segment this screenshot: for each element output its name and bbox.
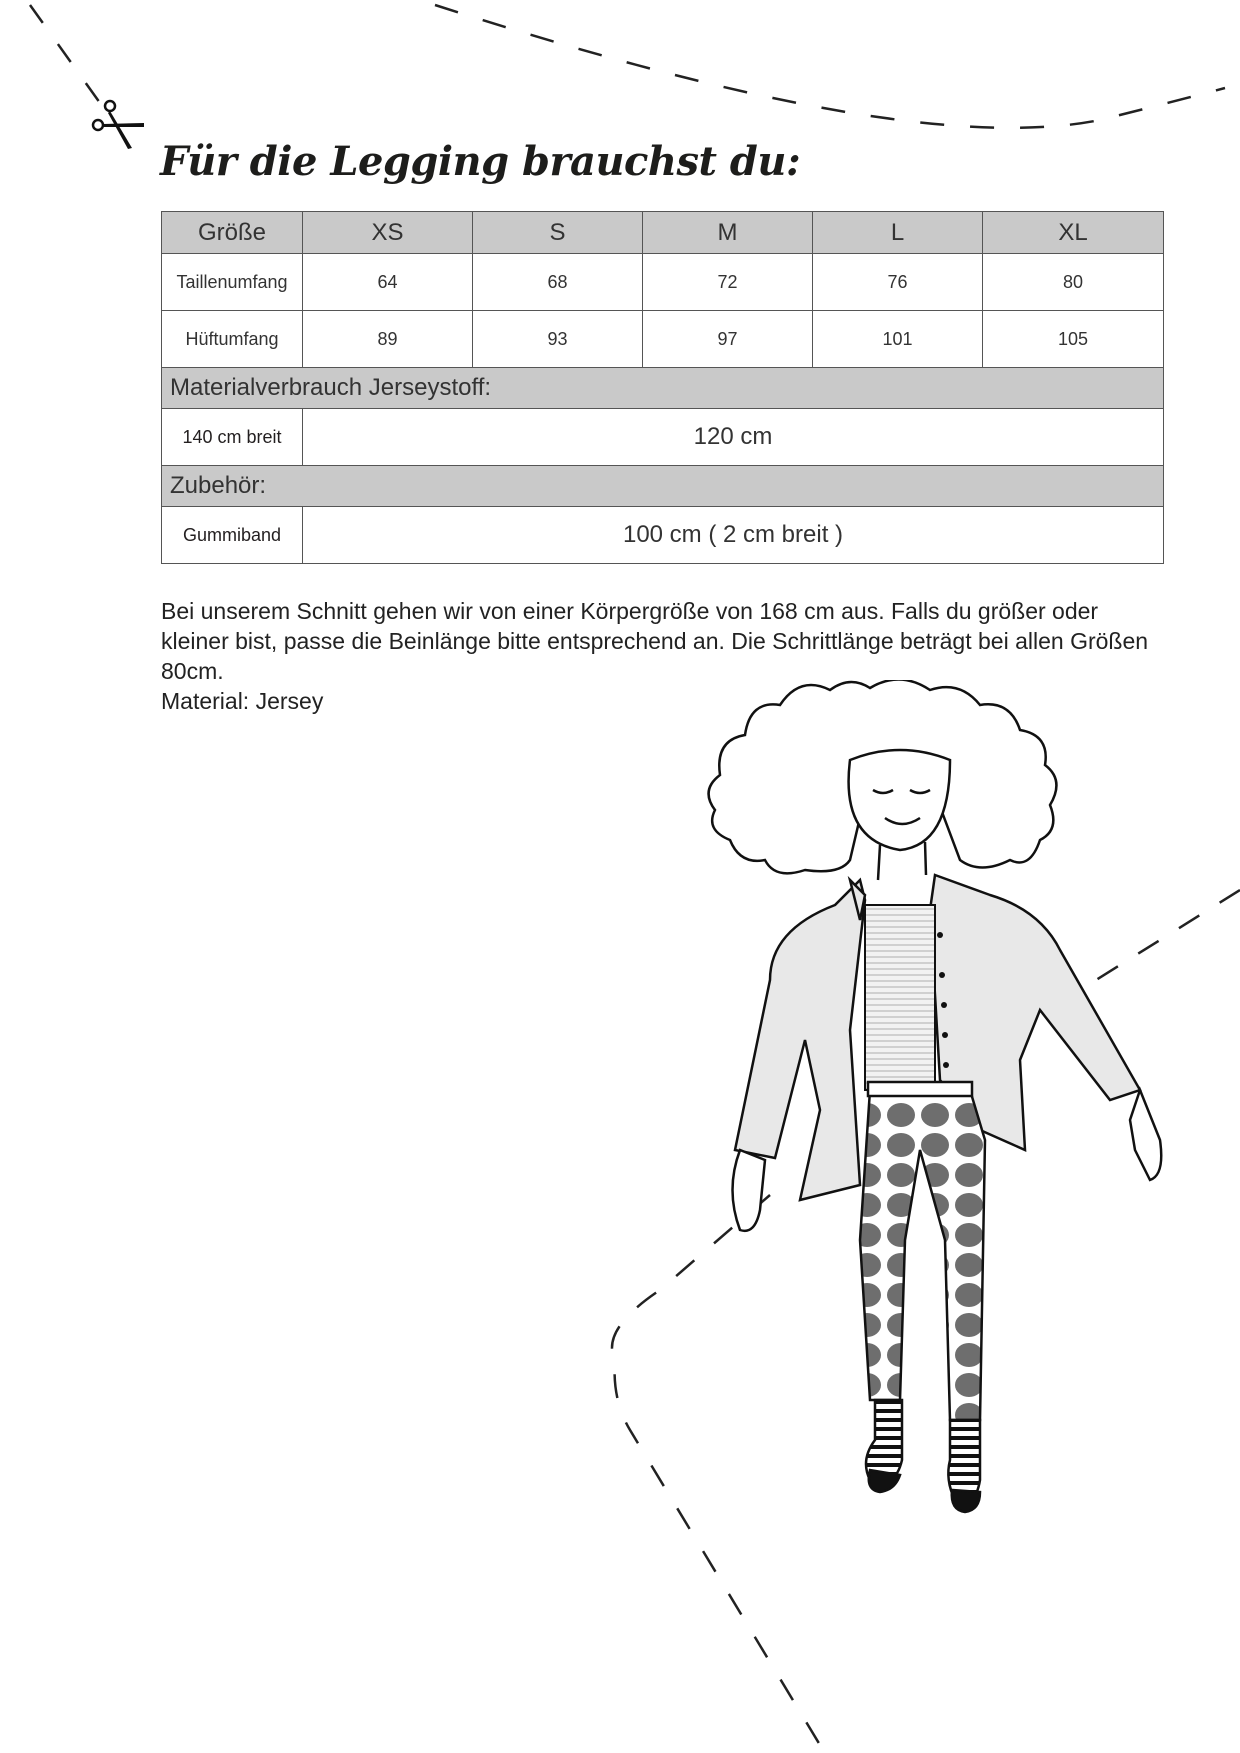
accessories-section-header: [162, 466, 1164, 507]
left-hand: [733, 1150, 766, 1231]
size-header-l: L: [813, 212, 983, 254]
material-heading: Materialverbrauch Jerseystoff:: [162, 368, 1164, 409]
table-cell: 76: [813, 254, 983, 311]
table-cell: 68: [473, 254, 643, 311]
face: [849, 750, 950, 850]
table-cell: 97: [643, 311, 813, 368]
size-header-xs: XS: [303, 212, 473, 254]
table-cell: 64: [303, 254, 473, 311]
table-row-hip: [162, 311, 1164, 368]
striped-shirt: [865, 905, 935, 1090]
cut-line-top: [435, 5, 1225, 128]
material-note: Material: Jersey: [161, 688, 324, 714]
leggings: [860, 1082, 985, 1420]
table-cell: 93: [473, 311, 643, 368]
table-cell: 89: [303, 311, 473, 368]
size-header-m: M: [643, 212, 813, 254]
size-header-label: Größe: [162, 212, 303, 254]
table-cell: 105: [983, 311, 1164, 368]
page-title: Für die Legging brauchst du:: [160, 138, 801, 185]
table-cell: 72: [643, 254, 813, 311]
material-value: 120 cm: [303, 409, 1164, 466]
accessories-value: 100 cm ( 2 cm breit ): [303, 507, 1164, 564]
table-row-waist: [162, 254, 1164, 311]
cut-line-top-left: [30, 5, 105, 110]
row-label: Hüftumfang: [162, 311, 303, 368]
size-header-s: S: [473, 212, 643, 254]
size-header-xl: XL: [983, 212, 1164, 254]
scissors-icon: [88, 96, 148, 156]
table-cell: 80: [983, 254, 1164, 311]
material-section-header: [162, 368, 1164, 409]
size-table: [161, 211, 1164, 564]
girl-in-leggings-illustration: [680, 680, 1200, 1740]
description-text: Bei unserem Schnitt gehen wir von einer Körpergröße von 168 cm aus. Falls du größer oder kleiner bist, passe die Beinlänge bitte entsprechend an. Die Schrittlänge beträgt bei allen Größen 80cm.: [161, 598, 1149, 684]
table-cell: 101: [813, 311, 983, 368]
accessories-row: [162, 507, 1164, 564]
material-label: 140 cm breit: [162, 409, 303, 466]
material-row: [162, 409, 1164, 466]
size-header-row: [162, 212, 1164, 254]
accessories-label: Gummiband: [162, 507, 303, 564]
row-label: Taillenumfang: [162, 254, 303, 311]
accessories-heading: Zubehör:: [162, 466, 1164, 507]
